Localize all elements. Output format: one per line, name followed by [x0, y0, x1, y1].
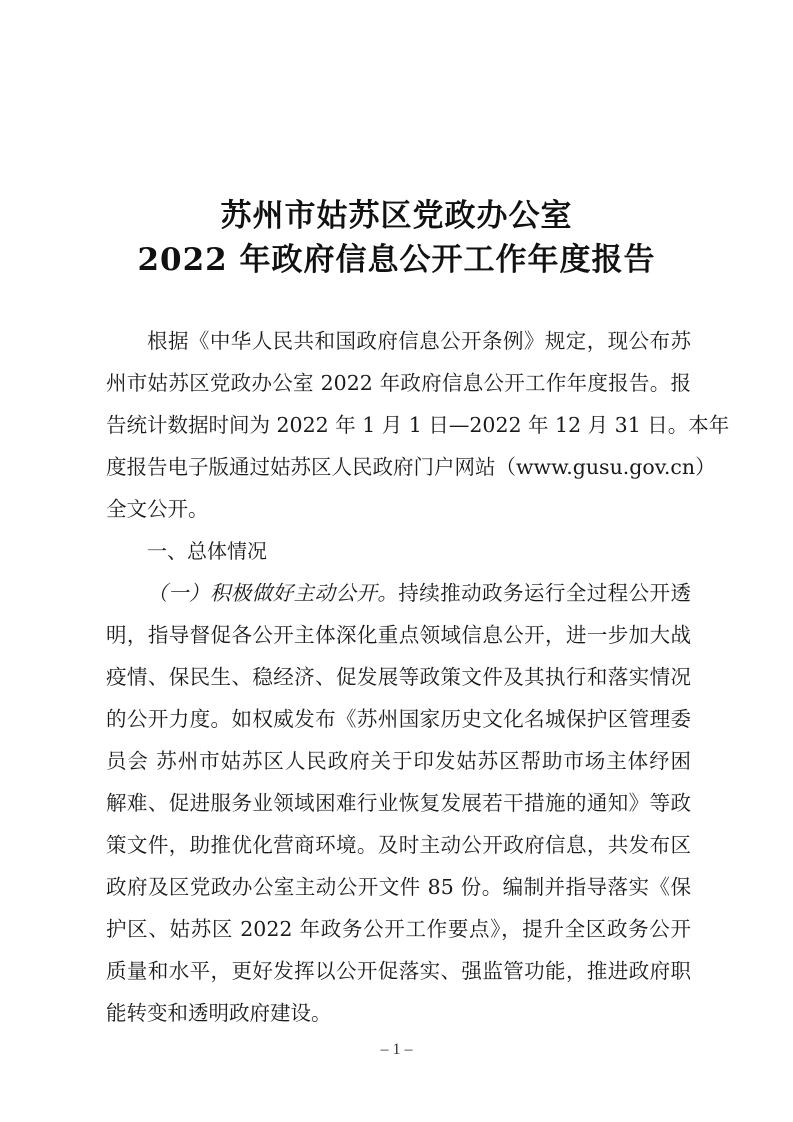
body-line: 能转变和透明政府建设。	[106, 1001, 332, 1025]
body-line: 员会 苏州市姑苏区人民政府关于印发姑苏区帮助市场主体纾困	[106, 749, 691, 773]
body-line: 护区、姑苏区 2022 年政务公开工作要点》，提升全区政务公开	[106, 917, 691, 941]
subsection-text: 持续推动政务运行全过程公开透	[398, 581, 692, 605]
intro-line: 度报告电子版通过姑苏区人民政府门户网站（www.gusu.gov.cn）	[106, 455, 716, 479]
body-line: 质量和水平，更好发挥以公开促落实、强监管功能，推进政府职	[106, 959, 691, 983]
body-line: 政府及区党政办公室主动公开文件 85 份。编制并指导落实《保	[106, 875, 691, 899]
intro-line: 告统计数据时间为 2022 年 1 月 1 日—2022 年 12 月 31 日。本年	[106, 413, 730, 437]
body-line: 疫情、保民生、稳经济、促发展等政策文件及其执行和落实情况	[106, 665, 691, 689]
section-heading: 一、总体情况	[147, 539, 267, 563]
body-line: 策文件，助推优化营商环境。及时主动公开政府信息，共发布区	[106, 833, 691, 857]
page-number: – 1 –	[380, 1041, 413, 1058]
body-line: 解难、促进服务业领域困难行业恢复发展若干措施的通知》等政	[106, 791, 691, 815]
title-line-2: 2022 年政府信息公开工作年度报告	[137, 242, 656, 278]
body-line: 明，指导督促各公开主体深化重点领域信息公开，进一步加大战	[106, 623, 691, 647]
subsection-label: （一）积极做好主动公开。	[147, 581, 399, 605]
body-line: 的公开力度。如权威发布《苏州国家历史文化名城保护区管理委	[106, 707, 691, 731]
intro-line: 州市姑苏区党政办公室 2022 年政府信息公开工作年度报告。报	[106, 371, 691, 395]
intro-line: 根据《中华人民共和国政府信息公开条例》规定，现公布苏	[147, 329, 691, 353]
intro-line: 全文公开。	[106, 497, 209, 521]
subsection-first-line	[147, 572, 691, 614]
title-line-1: 苏州市姑苏区党政办公室	[220, 198, 573, 234]
